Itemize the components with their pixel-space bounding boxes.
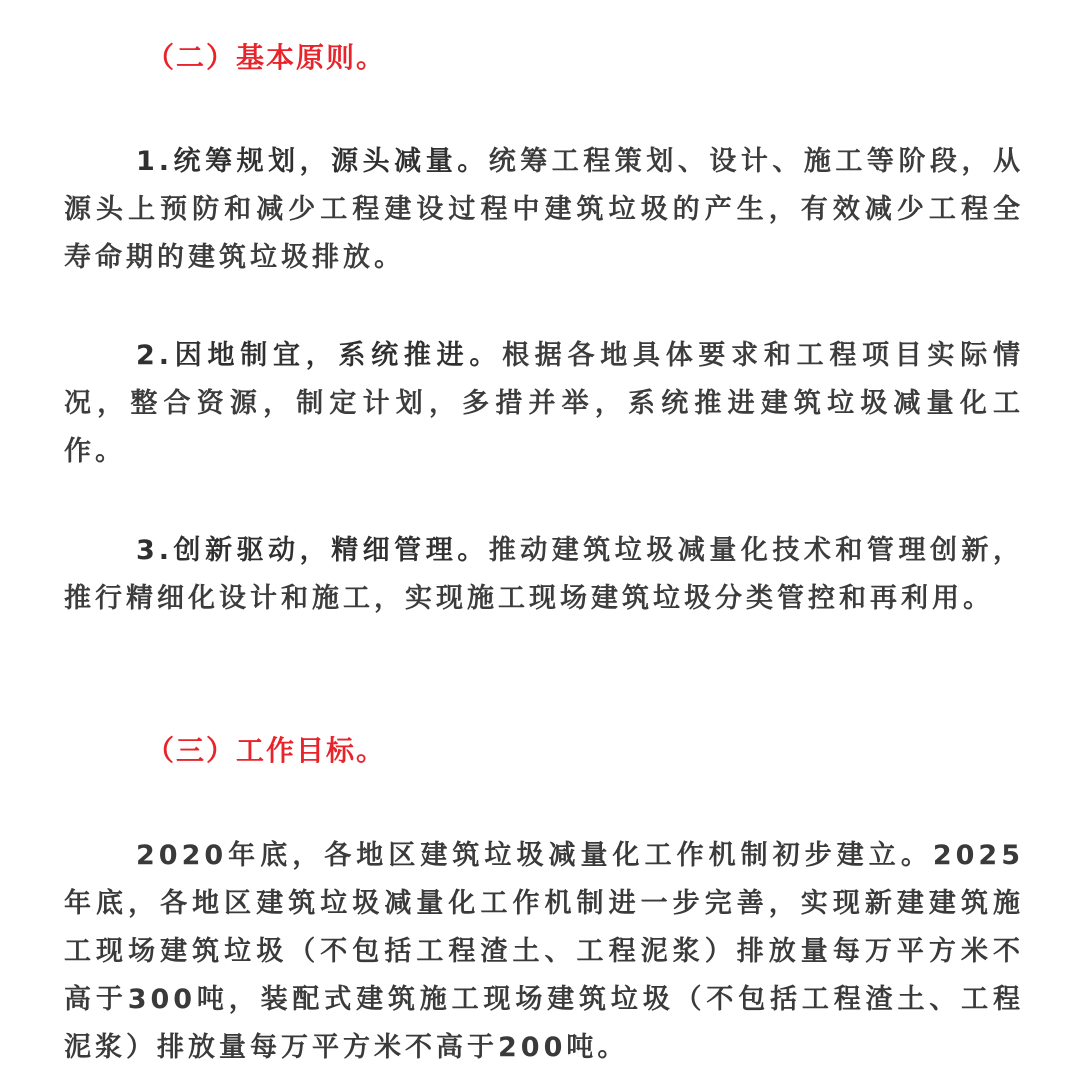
principle-2-lead: 2.因地制宜，系统推进。 [136, 340, 503, 371]
principle-2-body: 根据各地具体要求和工程项目实际情况，整合资源，制定计划，多措并举，系统推进建筑垃圾减量化工作。 [64, 340, 1024, 467]
principle-3-body: 推动建筑垃圾减量化技术和管理创新，推行精细化设计和施工，实现施工现场建筑垃圾分类管控和再利用。 [64, 535, 1025, 614]
principle-3-lead: 3.创新驱动，精细管理。 [136, 535, 489, 566]
principle-paragraph-3 [64, 527, 1024, 623]
principle-paragraph-1 [64, 138, 1024, 282]
section-heading-basic-principles: （二）基本原则。 [146, 41, 387, 74]
principle-1-body: 统筹工程策划、设计、施工等阶段，从源头上预防和减少工程建设过程中建筑垃圾的产生，有效减少工程全寿命期的建筑垃圾排放。 [64, 146, 1025, 273]
section-heading-work-goals: （三）工作目标。 [146, 734, 387, 767]
principle-1-lead: 1.统筹规划，源头减量。 [136, 146, 489, 177]
goals-paragraph: 2020年底，各地区建筑垃圾减量化工作机制初步建立。2025年底，各地区建筑垃圾减量化工作机制进一步完善，实现新建建筑施工现场建筑垃圾（不包括工程渣土、工程泥浆）排放量每万平方米不高于300吨，装配式建筑施工现场建筑垃圾（不包括工程渣土、工程泥浆）排放量每万平方米不高于200吨。 [64, 840, 1024, 1063]
principle-paragraph-2 [64, 332, 1024, 476]
